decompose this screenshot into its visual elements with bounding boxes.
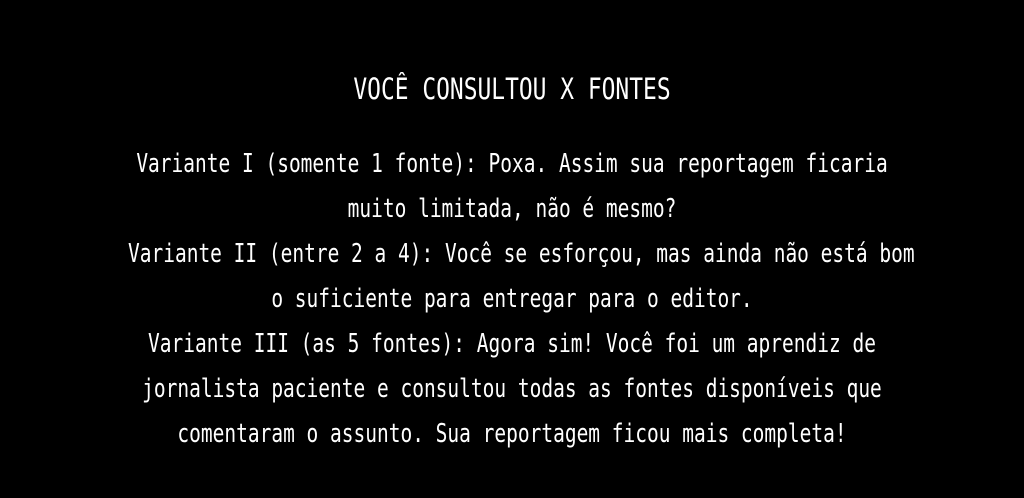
- narration-line: o suficiente para entregar para o editor.: [271, 284, 753, 314]
- narration-text: [0, 142, 1024, 457]
- narration-line: Variante II (entre 2 a 4): Você se esforçou, mas ainda não está bom: [128, 239, 915, 269]
- variant-1-text: [0, 142, 1024, 232]
- narration-line: jornalista paciente e consultou todas as fontes disponíveis que: [142, 374, 882, 404]
- narration-line: Variante I (somente 1 fonte): Poxa. Assim sua reportagem ficaria: [136, 149, 888, 179]
- narration-line: muito limitada, não é mesmo?: [347, 194, 677, 224]
- page-title: VOCÊ CONSULTOU X FONTES: [353, 72, 671, 106]
- variant-2-text: [0, 232, 1024, 322]
- narration-line: Variante III (as 5 fontes): Agora sim! Você foi um aprendiz de: [148, 329, 876, 359]
- variant-3-text: [0, 322, 1024, 457]
- narration-line: comentaram o assunto. Sua reportagem ficou mais completa!: [177, 419, 847, 449]
